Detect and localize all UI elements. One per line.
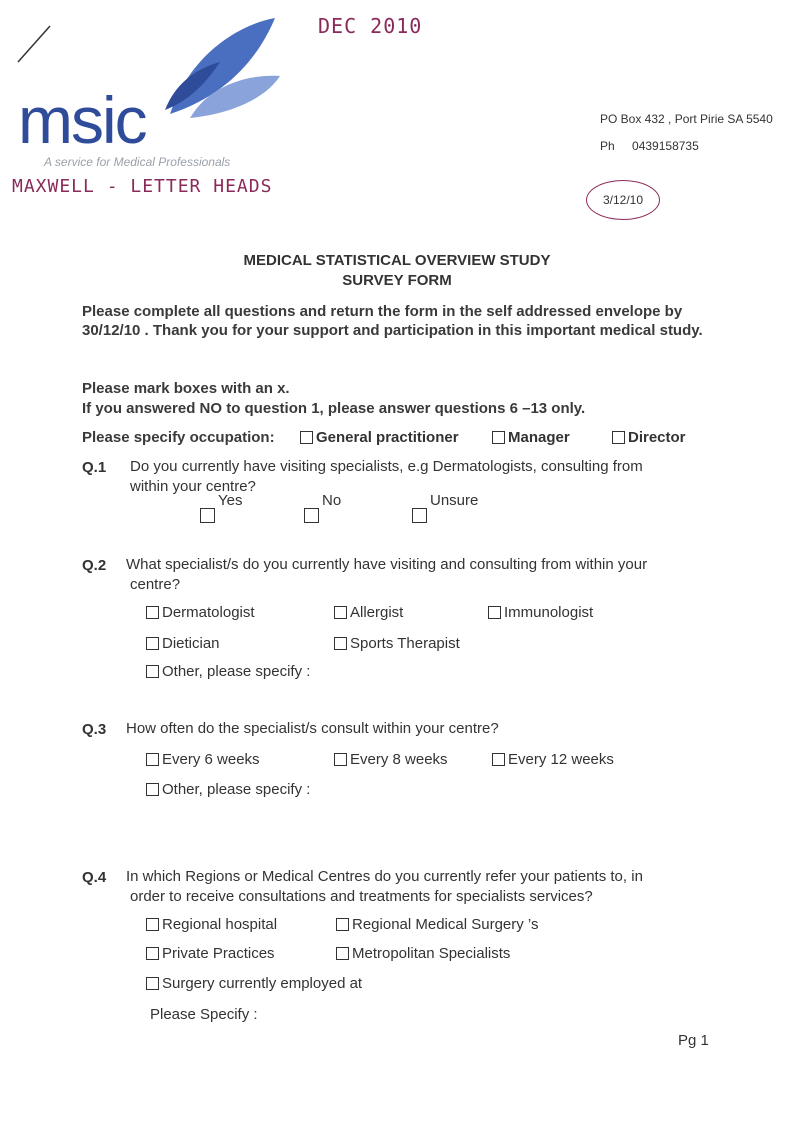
logo-tagline: A service for Medical Professionals — [44, 155, 231, 169]
msic-logo-text: msic — [18, 83, 146, 157]
checkbox[interactable] — [146, 918, 159, 931]
occupation-option-manager[interactable]: Manager — [492, 429, 570, 446]
circled-date-text: 3/12/10 — [602, 193, 644, 207]
q1-option-yes[interactable]: Yes — [200, 496, 242, 523]
q3-option-12-weeks[interactable]: Every 12 weeks — [492, 751, 614, 768]
checkbox[interactable] — [200, 508, 215, 523]
q3-option-8-weeks[interactable]: Every 8 weeks — [334, 751, 448, 768]
checkbox[interactable] — [146, 665, 159, 678]
checkbox[interactable] — [334, 637, 347, 650]
q4-option-metropolitan-specialists[interactable]: Metropolitan Specialists — [336, 945, 510, 962]
checkbox[interactable] — [336, 918, 349, 931]
q3-option-other[interactable]: Other, please specify : — [146, 781, 310, 798]
phone-label: Ph — [600, 139, 615, 153]
q2-option-allergist[interactable]: Allergist — [334, 604, 403, 621]
checkbox[interactable] — [412, 508, 427, 523]
circled-date — [586, 180, 660, 220]
q2-option-sports-therapist[interactable]: Sports Therapist — [334, 635, 460, 652]
occupation-option-gp[interactable]: General practitioner — [300, 429, 459, 446]
q1-option-no[interactable]: No — [304, 496, 341, 523]
checkbox[interactable] — [336, 947, 349, 960]
checkbox[interactable] — [334, 606, 347, 619]
q2-option-immunologist[interactable]: Immunologist — [488, 604, 593, 621]
form-title: MEDICAL STATISTICAL OVERVIEW STUDY — [243, 252, 551, 269]
q1-text-line-2: within your centre? — [130, 478, 256, 495]
instructions-line-1: Please mark boxes with an x. — [82, 380, 290, 397]
handwritten-date-top: DEC 2010 — [318, 14, 423, 38]
checkbox[interactable] — [146, 637, 159, 650]
checkbox[interactable] — [492, 753, 505, 766]
q2-option-dietician[interactable]: Dietician — [146, 635, 220, 652]
checkbox[interactable] — [304, 508, 319, 523]
intro-line-2: 30/12/10 . Thank you for your support and participation in this important medical study. — [82, 322, 703, 339]
pen-stroke-mark — [14, 22, 54, 66]
q4-option-surgery-employed[interactable]: Surgery currently employed at — [146, 975, 362, 992]
q2-option-other[interactable]: Other, please specify : — [146, 663, 310, 680]
q1-number: Q.1 — [82, 459, 107, 476]
instructions-line-2: If you answered NO to question 1, please answer questions 6 –13 only. — [82, 400, 586, 417]
checkbox[interactable] — [146, 606, 159, 619]
q2-text-line-1: What specialist/s do you currently have visiting and consulting from within your — [126, 556, 648, 573]
checkbox[interactable] — [146, 977, 159, 990]
form-subtitle: SURVEY FORM — [342, 272, 452, 289]
q3-option-6-weeks[interactable]: Every 6 weeks — [146, 751, 260, 768]
q3-text-line-1: How often do the specialist/s consult within your centre? — [126, 720, 499, 737]
q4-option-private-practices[interactable]: Private Practices — [146, 945, 275, 962]
q3-number: Q.3 — [82, 721, 107, 738]
q4-text-line-2: order to receive consultations and treatments for specialists services? — [130, 888, 593, 905]
q2-number: Q.2 — [82, 557, 107, 574]
checkbox[interactable] — [488, 606, 501, 619]
handwritten-letterheads-note: MAXWELL - LETTER HEADS — [12, 176, 273, 197]
q4-number: Q.4 — [82, 869, 107, 886]
q4-please-specify: Please Specify : — [150, 1006, 258, 1023]
checkbox[interactable] — [146, 783, 159, 796]
checkbox[interactable] — [300, 431, 313, 444]
q4-option-regional-medical-surgery[interactable]: Regional Medical Surgery ’s — [336, 916, 538, 933]
occupation-label: Please specify occupation: — [82, 429, 275, 446]
checkbox[interactable] — [146, 947, 159, 960]
contact-po-box: PO Box 432 , Port Pirie SA 5540 — [600, 112, 773, 126]
q2-option-dermatologist[interactable]: Dermatologist — [146, 604, 255, 621]
q4-text-line-1: In which Regions or Medical Centres do you currently refer your patients to, in — [126, 868, 643, 885]
q2-text-line-2: centre? — [130, 576, 181, 593]
checkbox[interactable] — [492, 431, 505, 444]
page-number: Pg 1 — [678, 1032, 709, 1049]
msic-leaf-logo-icon — [150, 14, 290, 124]
q4-option-regional-hospital[interactable]: Regional hospital — [146, 916, 277, 933]
checkbox[interactable] — [146, 753, 159, 766]
checkbox[interactable] — [334, 753, 347, 766]
intro-line-1: Please complete all questions and return the form in the self addressed envelope by — [82, 303, 683, 320]
contact-phone-row — [600, 139, 699, 153]
occupation-option-director[interactable]: Director — [612, 429, 686, 446]
phone-number: 0439158735 — [632, 139, 699, 153]
q1-option-unsure[interactable]: Unsure — [412, 496, 478, 523]
q1-text-line-1: Do you currently have visiting specialists, e.g Dermatologists, consulting from — [130, 458, 643, 475]
checkbox[interactable] — [612, 431, 625, 444]
